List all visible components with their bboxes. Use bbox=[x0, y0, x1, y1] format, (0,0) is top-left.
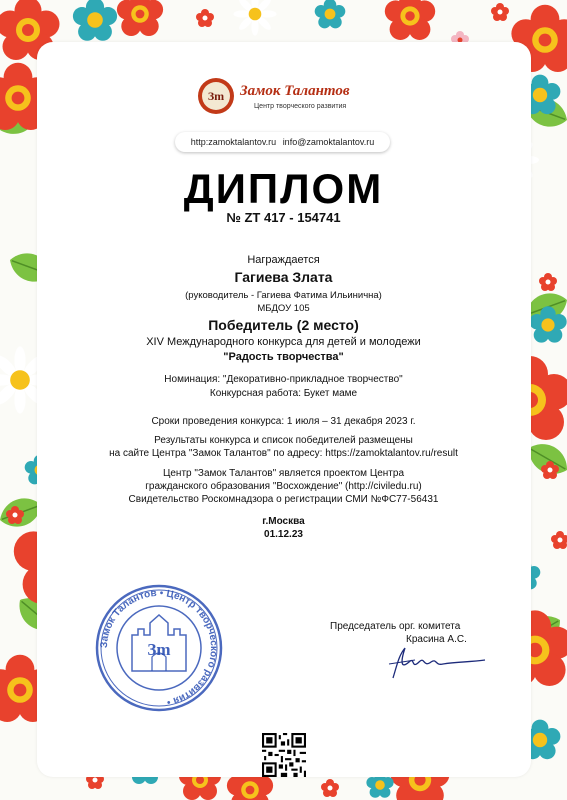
contest-name: "Радость творчества" bbox=[223, 351, 344, 363]
organization-line: МБДОУ 105 bbox=[257, 303, 310, 314]
diploma-title: ДИПЛОМ bbox=[183, 165, 384, 212]
signature-role: Председатель орг. комитета bbox=[330, 621, 461, 632]
center-logo bbox=[198, 78, 378, 118]
supervisor-line: (руководитель - Гагиева Фатима Ильинична) bbox=[185, 290, 382, 301]
results-line-1: Результаты конкурса и список победителей размещены bbox=[154, 435, 413, 446]
date-line: 01.12.23 bbox=[264, 529, 303, 540]
official-stamp-icon bbox=[94, 583, 224, 713]
email-link[interactable]: info@zamoktalantov.ru bbox=[282, 137, 375, 147]
castle-emblem-icon bbox=[198, 78, 234, 114]
work-line: Конкурсная работа: Букет маме bbox=[209, 388, 358, 399]
diploma-number: № ZT 417 - 154741 bbox=[226, 210, 341, 225]
dates-line: Сроки проведения конкурса: 1 июля – 31 декабря 2023 г. bbox=[151, 416, 416, 427]
logo-subtitle: Центр творческого развития bbox=[254, 103, 347, 110]
project-line-1: Центр "Замок Талантов" является проектом Центра bbox=[162, 468, 405, 479]
project-line-2: гражданского образования "Восхождение" (http://civiledu.ru) bbox=[145, 481, 422, 492]
awarded-label: Награждается bbox=[247, 254, 320, 266]
stamp-outer-text: Замок Талантов • Центр творческого развития • bbox=[98, 587, 220, 708]
contest-line: XIV Международного конкурса для детей и молодежи bbox=[146, 336, 421, 348]
city-line: г.Москва bbox=[262, 516, 305, 527]
nomination-line: Номинация: "Декоративно-прикладное творчество" bbox=[164, 374, 403, 385]
recipient-name: Гагиева Злата bbox=[234, 269, 333, 285]
stamp-center-text: Зm bbox=[147, 640, 171, 659]
place-line: Победитель (2 место) bbox=[208, 317, 359, 333]
results-line-2: на сайте Центра "Замок Талантов" по адресу: https://zamoktalantov.ru/result bbox=[109, 448, 458, 459]
signature-name: Красина А.С. bbox=[406, 634, 467, 645]
contacts-bar bbox=[175, 132, 390, 152]
logo-emblem-text: Зm bbox=[202, 82, 230, 110]
website-link[interactable]: http:zamoktalantov.ru bbox=[190, 137, 277, 147]
handwritten-signature-icon bbox=[385, 640, 495, 685]
project-line-3: Свидетельство Роскомнадзора о регистрации СМИ №ФС77-56431 bbox=[128, 494, 439, 505]
qr-code-icon[interactable] bbox=[262, 733, 306, 777]
logo-title: Замок Талантов bbox=[240, 83, 350, 99]
